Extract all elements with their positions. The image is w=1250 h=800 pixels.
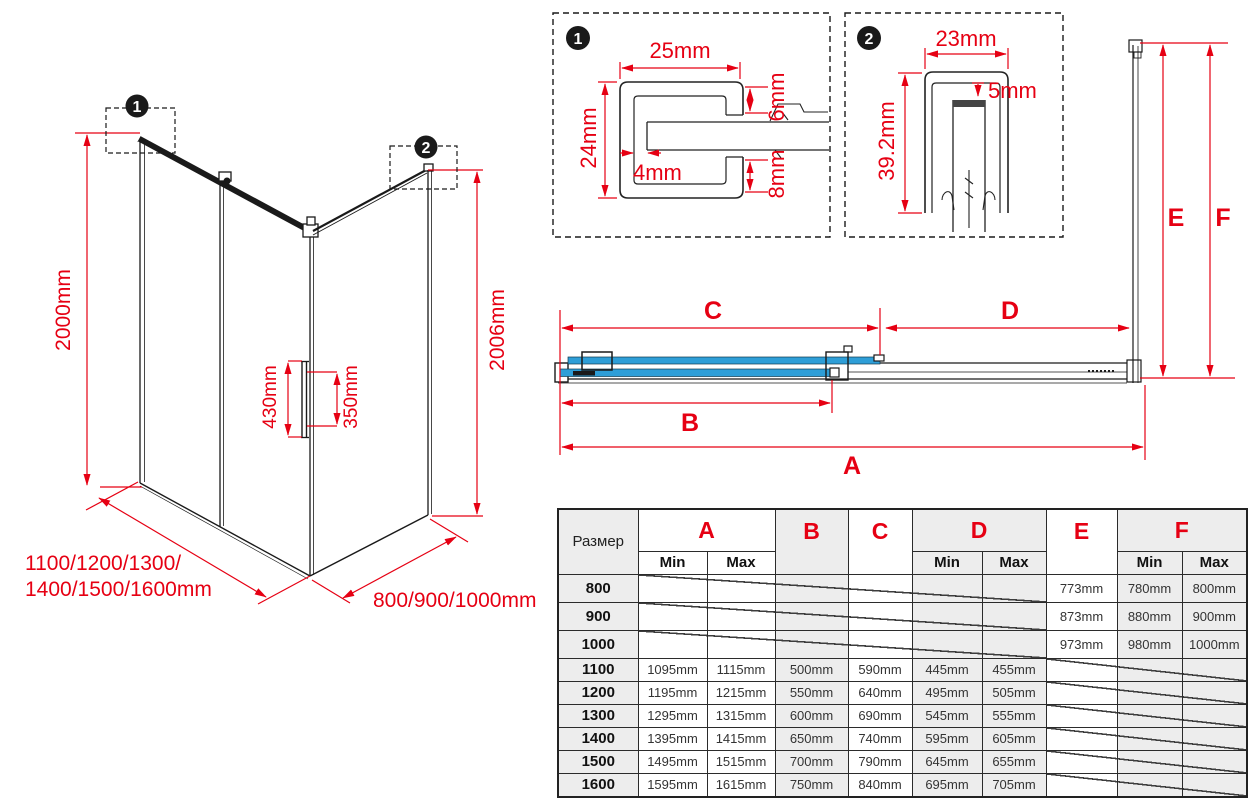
cell-e xyxy=(1046,704,1117,727)
cell-d-max xyxy=(982,602,1046,630)
dim-d-label: D xyxy=(1000,297,1020,325)
cell-f-min xyxy=(1117,681,1182,704)
cell-a-min: 1395mm xyxy=(638,727,707,750)
cell-f-min xyxy=(1117,773,1182,797)
detail-2-number: 2 xyxy=(864,31,874,48)
cell-f-max xyxy=(1182,681,1247,704)
cell-a-max: 1515mm xyxy=(707,750,775,773)
width-label-line1: 1100/1200/1300/ xyxy=(25,552,182,575)
cell-f-max xyxy=(1182,773,1247,797)
cell-a-max: 1315mm xyxy=(707,704,775,727)
cell-d-max: 655mm xyxy=(982,750,1046,773)
cell-a-max xyxy=(707,574,775,602)
cell-c: 590mm xyxy=(848,658,912,681)
table-row xyxy=(558,681,1247,704)
cell-d-min: 545mm xyxy=(912,704,982,727)
cell-e xyxy=(1046,658,1117,681)
cell-a-min: 1495mm xyxy=(638,750,707,773)
dim-a-label: A xyxy=(842,452,862,480)
detail2-gap-dim: 5mm xyxy=(988,78,1037,103)
detail-1-panel xyxy=(553,13,830,237)
cell-d-min: 695mm xyxy=(912,773,982,797)
table-row xyxy=(558,727,1247,750)
cell-d-min xyxy=(912,602,982,630)
cell-d-max: 555mm xyxy=(982,704,1046,727)
cell-e: 773mm xyxy=(1046,574,1117,602)
table-row xyxy=(558,602,1247,630)
cell-c: 740mm xyxy=(848,727,912,750)
cell-f-min xyxy=(1117,658,1182,681)
table-header-f-min: Min xyxy=(1117,551,1182,574)
height-right-label: 2006mm xyxy=(486,289,509,371)
size-table xyxy=(557,508,1248,798)
cell-e: 873mm xyxy=(1046,602,1117,630)
cell-d-max xyxy=(982,630,1046,658)
detail-2-panel xyxy=(845,13,1063,237)
cell-d-max xyxy=(982,574,1046,602)
cell-f-min xyxy=(1117,750,1182,773)
table-header-d-min: Min xyxy=(912,551,982,574)
isometric-labels xyxy=(25,95,536,613)
detail1-inner-dim: 4mm xyxy=(633,160,682,185)
cell-size: 800 xyxy=(558,574,638,602)
glass-panel-section xyxy=(647,122,829,150)
cell-a-max: 1415mm xyxy=(707,727,775,750)
rail-roller xyxy=(224,178,231,185)
marker-2-number: 2 xyxy=(421,140,431,157)
cell-a-max: 1615mm xyxy=(707,773,775,797)
dim-c-label: C xyxy=(703,297,723,325)
cell-a-min: 1095mm xyxy=(638,658,707,681)
cell-a-max xyxy=(707,602,775,630)
cell-size: 1000 xyxy=(558,630,638,658)
cell-a-min: 1295mm xyxy=(638,704,707,727)
side-panel-plan xyxy=(1129,40,1142,383)
cell-b xyxy=(775,602,848,630)
cell-size: 1400 xyxy=(558,727,638,750)
cell-f-max xyxy=(1182,727,1247,750)
cell-a-max: 1215mm xyxy=(707,681,775,704)
table-header-f-max: Max xyxy=(1182,551,1247,574)
cell-f-min xyxy=(1117,704,1182,727)
cell-a-min: 1595mm xyxy=(638,773,707,797)
cell-d-min xyxy=(912,630,982,658)
roller-clips xyxy=(942,170,995,228)
bar-end-bracket xyxy=(1127,360,1141,382)
dim-e-label: E xyxy=(1167,204,1185,232)
cell-size: 1300 xyxy=(558,704,638,727)
cell-d-max: 455mm xyxy=(982,658,1046,681)
cell-b xyxy=(775,630,848,658)
cell-d-min: 445mm xyxy=(912,658,982,681)
cell-f-max: 800mm xyxy=(1182,574,1247,602)
cell-c: 640mm xyxy=(848,681,912,704)
cell-c: 690mm xyxy=(848,704,912,727)
cell-b: 700mm xyxy=(775,750,848,773)
table-header-b: B xyxy=(775,509,848,574)
table-header-a: A xyxy=(638,509,775,551)
marker-1-number: 1 xyxy=(132,99,142,116)
table-header-d-max: Max xyxy=(982,551,1046,574)
table-row xyxy=(558,630,1247,658)
cell-c xyxy=(848,630,912,658)
detail1-top-dim: 25mm xyxy=(649,38,711,63)
width-label-line2: 1400/1500/1600mm xyxy=(25,578,212,601)
cell-f-max: 900mm xyxy=(1182,602,1247,630)
cell-e: 973mm xyxy=(1046,630,1117,658)
cell-b xyxy=(775,574,848,602)
handle-outer-label: 430mm xyxy=(260,365,281,429)
isometric-dimensions xyxy=(75,108,483,604)
cell-d-min: 595mm xyxy=(912,727,982,750)
detail-1-number: 1 xyxy=(573,31,583,48)
table-header-d: D xyxy=(912,509,1046,551)
cell-d-min xyxy=(912,574,982,602)
cell-b: 550mm xyxy=(775,681,848,704)
glass-end-hook xyxy=(874,355,884,361)
cell-a-min: 1195mm xyxy=(638,681,707,704)
detail1-left-dim: 24mm xyxy=(576,107,601,169)
cell-a-min xyxy=(638,630,707,658)
table-header-f: F xyxy=(1117,509,1247,551)
dim-f-label: F xyxy=(1215,204,1231,232)
cell-b: 750mm xyxy=(775,773,848,797)
cell-size: 1500 xyxy=(558,750,638,773)
detail1-right-top-dim: 6mm xyxy=(764,72,789,122)
cell-a-max: 1115mm xyxy=(707,658,775,681)
cell-size: 1100 xyxy=(558,658,638,681)
cell-a-max xyxy=(707,630,775,658)
table-header-c: C xyxy=(848,509,912,574)
table-row xyxy=(558,750,1247,773)
dim-b-label: B xyxy=(680,409,700,437)
fixed-glass-plan xyxy=(568,357,880,364)
table-row xyxy=(558,704,1247,727)
detail2-top-dim: 23mm xyxy=(935,26,997,51)
cell-size: 1600 xyxy=(558,773,638,797)
cell-d-min: 645mm xyxy=(912,750,982,773)
table-header-a-max: Max xyxy=(707,551,775,574)
cell-d-max: 505mm xyxy=(982,681,1046,704)
cell-e xyxy=(1046,727,1117,750)
cell-c: 840mm xyxy=(848,773,912,797)
cell-size: 900 xyxy=(558,602,638,630)
cell-f-min: 780mm xyxy=(1117,574,1182,602)
cell-a-min xyxy=(638,602,707,630)
cell-c: 790mm xyxy=(848,750,912,773)
depth-label: 800/900/1000mm xyxy=(373,589,537,612)
cell-c xyxy=(848,574,912,602)
detail2-left-dim: 39.2mm xyxy=(874,101,899,181)
cell-f-max xyxy=(1182,658,1247,681)
cell-f-min: 980mm xyxy=(1117,630,1182,658)
height-left-label: 2000mm xyxy=(52,269,75,351)
table-row xyxy=(558,574,1247,602)
cell-b: 600mm xyxy=(775,704,848,727)
cell-f-min xyxy=(1117,727,1182,750)
cell-c xyxy=(848,602,912,630)
table-header-size: Размер xyxy=(558,509,638,574)
cell-d-min: 495mm xyxy=(912,681,982,704)
cell-f-max xyxy=(1182,704,1247,727)
cell-f-max xyxy=(1182,750,1247,773)
table-row xyxy=(558,773,1247,797)
detail1-right-bottom-dim: 8mm xyxy=(764,149,789,199)
handle-inner-label: 350mm xyxy=(341,365,362,429)
cell-b: 650mm xyxy=(775,727,848,750)
table-row xyxy=(558,658,1247,681)
cell-d-max: 605mm xyxy=(982,727,1046,750)
table-header-e: E xyxy=(1046,509,1117,574)
cell-a-min xyxy=(638,574,707,602)
isometric-enclosure xyxy=(138,139,433,579)
cell-e xyxy=(1046,681,1117,704)
cell-e xyxy=(1046,773,1117,797)
table-header-a-min: Min xyxy=(638,551,707,574)
cell-f-min: 880mm xyxy=(1117,602,1182,630)
cell-size: 1200 xyxy=(558,681,638,704)
cell-d-max: 705mm xyxy=(982,773,1046,797)
cell-e xyxy=(1046,750,1117,773)
cell-f-max: 1000mm xyxy=(1182,630,1247,658)
cell-b: 500mm xyxy=(775,658,848,681)
